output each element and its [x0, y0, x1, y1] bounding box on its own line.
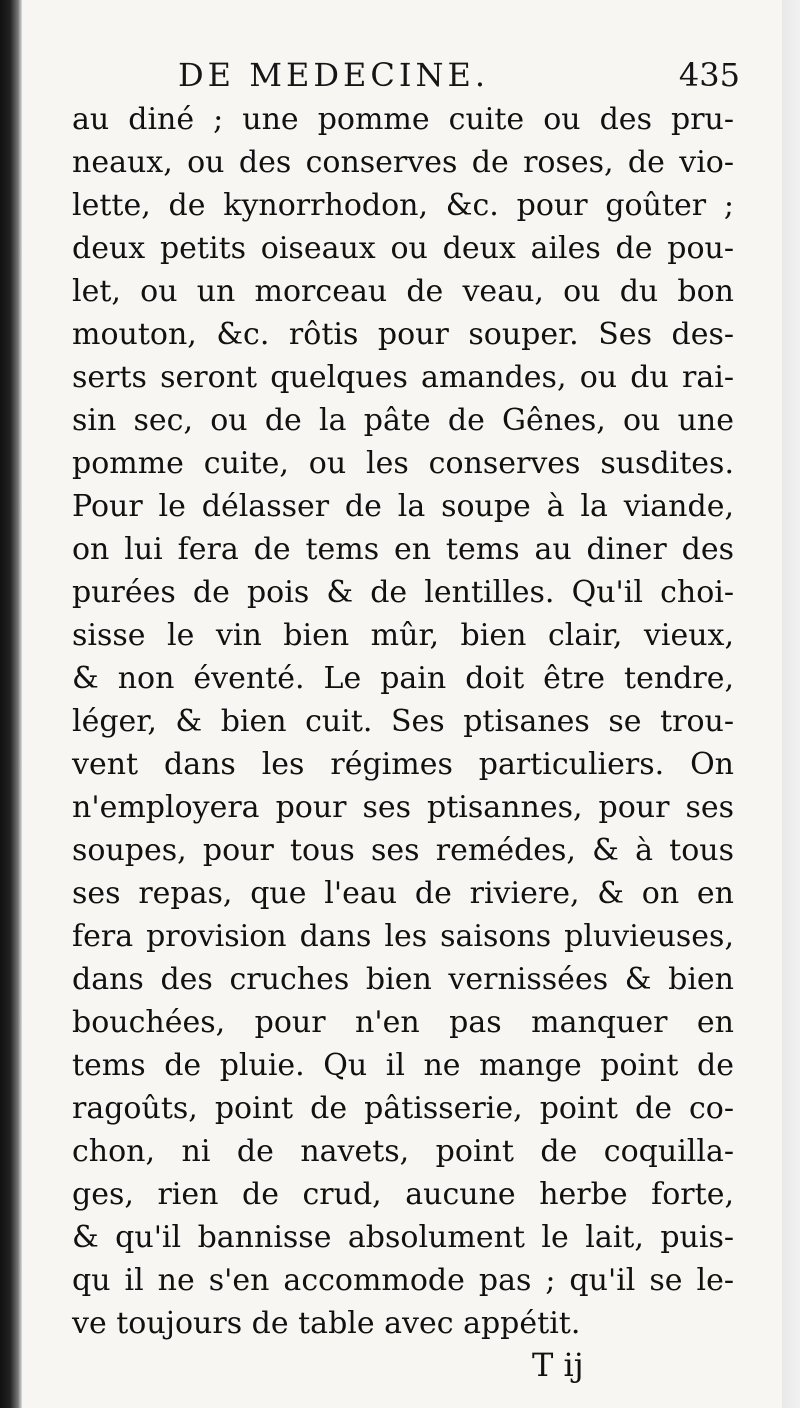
text-line: au diné ; une pomme cuite ou des pru- [72, 102, 734, 137]
text-line: sisse le vin bien mûr, bien clair, vieux, [72, 618, 734, 653]
text-line: serts seront quelques amandes, ou du rai- [72, 360, 734, 395]
running-title: DE MEDECINE. [178, 56, 489, 94]
text-line: léger, & bien cuit. Ses ptisanes se trou- [72, 704, 734, 739]
signature-mark: T ij [532, 1346, 584, 1384]
text-line: let, ou un morceau de veau, ou du bon [72, 274, 734, 309]
text-line: deux petits oiseaux ou deux ailes de pou- [72, 231, 734, 266]
text-line: ses repas, que l'eau de riviere, & on en [72, 876, 734, 911]
text-line: & qu'il bannisse absolument le lait, puis- [72, 1220, 734, 1255]
text-line: dans des cruches bien vernissées & bien [72, 962, 734, 997]
text-line: sin sec, ou de la pâte de Gênes, ou une [72, 403, 734, 438]
text-line: qu il ne s'en accommode pas ; qu'il se le- [72, 1263, 734, 1298]
text-line: fera provision dans les saisons pluvieuses, [72, 919, 734, 954]
page-number: 435 [678, 56, 740, 94]
text-line: purées de pois & de lentilles. Qu'il choi- [72, 575, 734, 610]
text-line: & non éventé. Le pain doit être tendre, [72, 661, 734, 696]
text-line: Pour le délasser de la soupe à la viande, [72, 489, 734, 524]
text-line: mouton, &c. rôtis pour souper. Ses des- [72, 317, 734, 352]
text-line: chon, ni de navets, point de coquilla- [72, 1134, 734, 1169]
text-line: lette, de kynorrhodon, &c. pour goûter ; [72, 188, 734, 223]
text-line: tems de pluie. Qu il ne mange point de [72, 1048, 734, 1083]
page-binding-shadow [0, 0, 22, 1408]
text-line: soupes, pour tous ses remédes, & à tous [72, 833, 734, 868]
text-line: bouchées, pour n'en pas manquer en [72, 1005, 734, 1040]
text-line: n'employera pour ses ptisannes, pour ses [72, 790, 734, 825]
text-line: pomme cuite, ou les conserves susdites. [72, 446, 734, 481]
text-line: ges, rien de crud, aucune herbe forte, [72, 1177, 734, 1212]
text-line: ragoûts, point de pâtisserie, point de co- [72, 1091, 734, 1126]
text-line: neaux, ou des conserves de roses, de vio- [72, 145, 734, 180]
page-header [178, 56, 740, 100]
text-line: ve toujours de table avec appétit. [72, 1306, 581, 1341]
text-line: on lui fera de tems en tems au diner des [72, 532, 734, 567]
page-edge [782, 0, 800, 1408]
text-line: vent dans les régimes particuliers. On [72, 747, 734, 782]
body-text [72, 98, 734, 1345]
